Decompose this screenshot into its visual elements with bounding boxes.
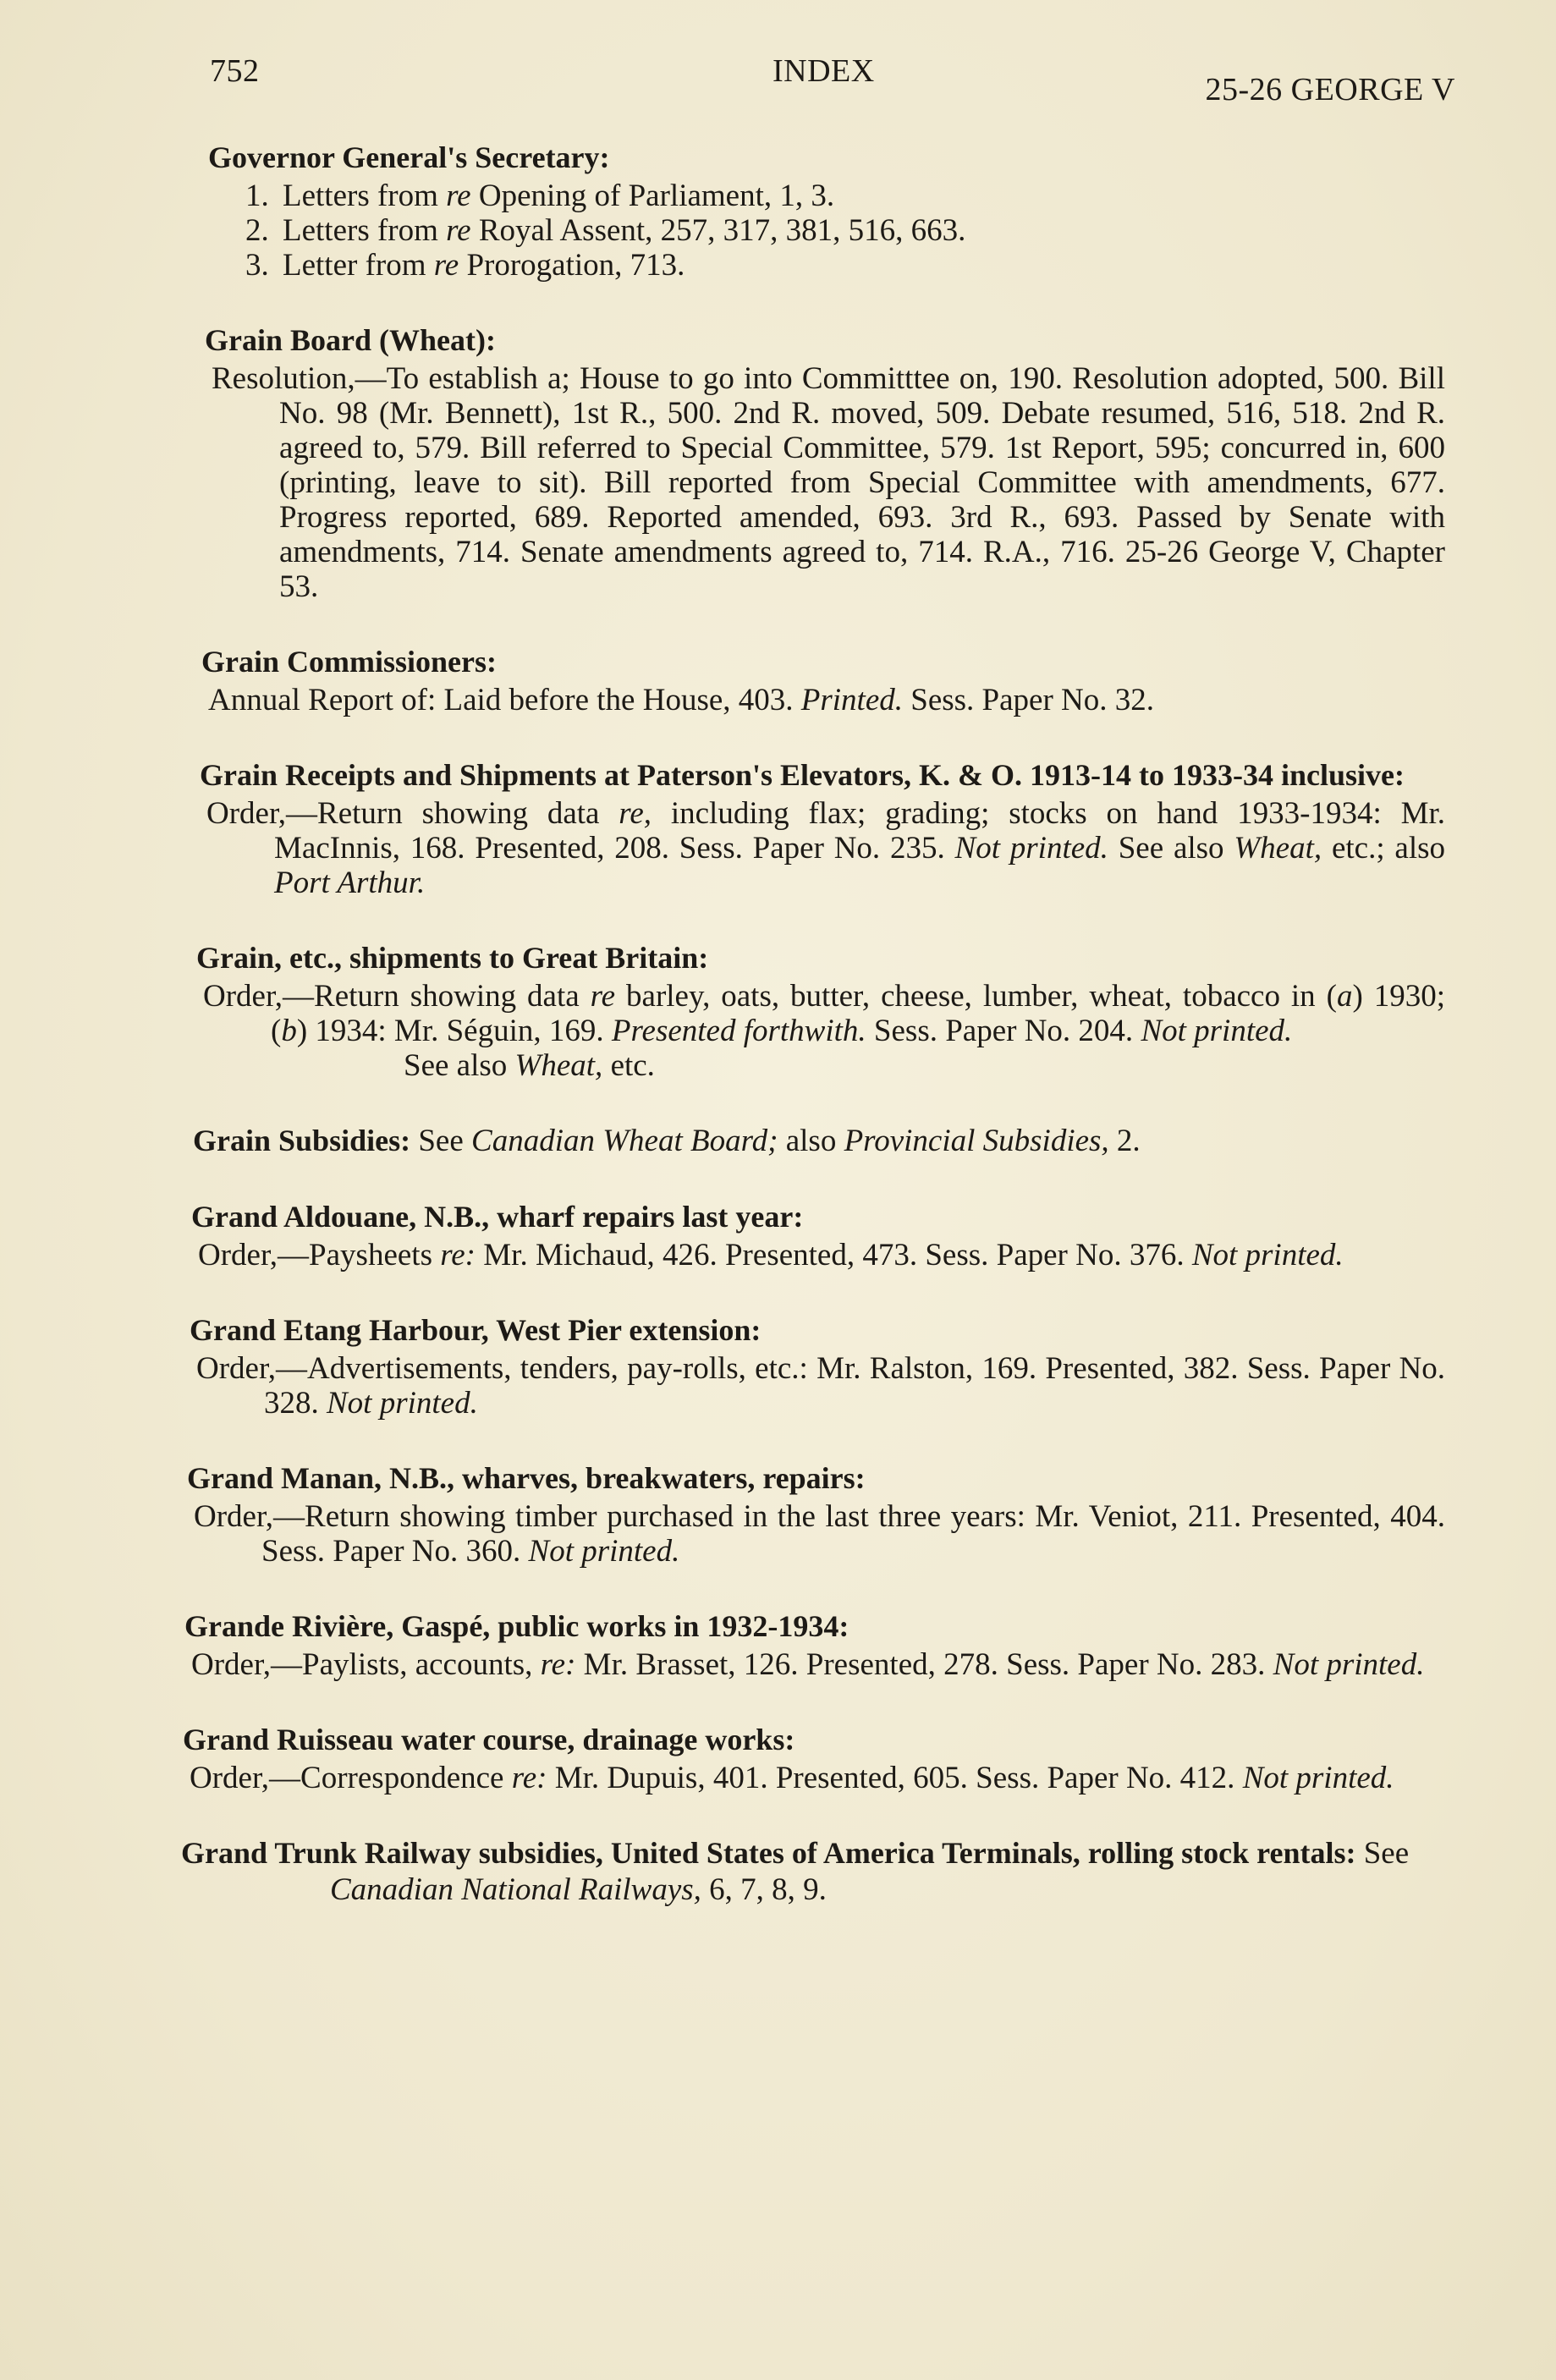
text-run: Order,—Return showing data <box>206 796 619 831</box>
item-text: Prorogation, 713. <box>459 248 685 283</box>
entry-text <box>184 1647 1445 1682</box>
item-italic: re <box>446 179 471 213</box>
text-run: Order,—Paysheets <box>198 1238 441 1272</box>
heading-text: Grand Trunk Railway subsidies, United States of America Terminals, rolling stock rentals: <box>181 1836 1356 1870</box>
index-entry <box>200 757 1445 900</box>
text-run: See <box>1355 1836 1410 1871</box>
item-text: Letters from <box>283 179 447 213</box>
heading-text: Grain Subsidies: <box>193 1124 411 1157</box>
item-text: Letter from <box>283 248 434 283</box>
entry-text <box>190 1351 1445 1421</box>
index-entries <box>181 140 1446 1948</box>
item-text: Opening of Parliament, 1, 3. <box>470 179 835 213</box>
entry-heading: Grand Ruisseau water course, drainage works: <box>183 1723 795 1756</box>
italic-run: re <box>590 979 616 1014</box>
italic-run: Wheat, <box>514 1048 603 1083</box>
text-run: Sess. Paper No. 32. <box>903 683 1155 717</box>
text-run: Sess. Paper No. 204. <box>866 1014 1141 1048</box>
item-number: 1. <box>245 179 269 213</box>
text-run: Order,—Return showing timber purchased in the last three years: Mr. Veniot, 211. Presented, 404. Sess. Paper No. 360. <box>194 1499 1445 1569</box>
text-run: Order,—Advertisements, tenders, pay-rolls, etc.: Mr. Ralston, 169. Presented, 382. Sess. Paper No. 328. <box>196 1351 1445 1421</box>
italic-run: Wheat, <box>1234 831 1322 866</box>
text-run: etc. <box>602 1048 655 1083</box>
italic-run: Not printed. <box>1191 1238 1344 1272</box>
list-item <box>208 248 1445 283</box>
entry-heading: Grand Etang Harbour, West Pier extension: <box>190 1313 762 1347</box>
index-entry <box>184 1608 1445 1682</box>
index-entry <box>187 1460 1445 1569</box>
entry-text: Resolution,—To establish a; House to go into Committtee on, 190. Resolution adopted, 500. Bill No. 98 (Mr. Bennett), 1st R., 500. 2nd R. moved, 509. Debate resumed, 516, 518. 2nd R. agreed to, 579. Bill referred to Special Committee, 579. 1st Report, 595; concurred in, 600 (printing, leave to sit). Bill reported from Special Committee with amendments, 677. Progress reported, 689. Reported amended, 693. 3rd R., 693. Passed by Senate with amendments, 714. Senate amendments agreed to, 714. R.A., 716. 25-26 George V, Chapter 53. <box>212 361 1445 604</box>
entry-body <box>201 683 1445 717</box>
index-entry <box>193 1123 1445 1159</box>
entry-heading: Grain Receipts and Shipments at Paterson's Elevators, K. & O. 1913-14 to 1933-34 inclusive: <box>200 758 1405 792</box>
italic-run: re: <box>540 1647 576 1682</box>
italic-run: re: <box>440 1238 476 1272</box>
italic-run: Not printed. <box>1273 1647 1425 1682</box>
index-entry <box>208 140 1445 283</box>
index-entry <box>191 1199 1445 1272</box>
entry-text <box>200 796 1445 900</box>
text-run: Order,—Return showing data <box>203 979 591 1014</box>
entry-text <box>187 1499 1445 1569</box>
entry-body <box>191 1238 1445 1272</box>
entry-body <box>205 361 1445 604</box>
see-also-line <box>196 1048 1445 1083</box>
item-text: Royal Assent, 257, 317, 381, 516, 663. <box>470 213 966 248</box>
italic-run: Not printed. <box>528 1534 680 1569</box>
text-run: barley, oats, butter, cheese, lumber, wheat, tobacco in ( <box>615 979 1337 1014</box>
entry-heading: Grand Aldouane, N.B., wharf repairs last year: <box>191 1200 804 1234</box>
text-run: including flax; grading; stocks on hand 1933-1934: Mr. MacInnis, 168. Presented, 208. Sess. Paper No. 235. <box>274 796 1446 866</box>
header-title: INDEX <box>773 53 875 89</box>
list-item <box>208 179 1445 213</box>
item-italic: re <box>433 248 459 283</box>
text-run: also <box>778 1124 844 1158</box>
entry-body <box>183 1761 1445 1795</box>
item-italic: re <box>446 213 471 248</box>
index-entry <box>183 1722 1445 1795</box>
text-run: ) 1930; ( <box>271 979 1445 1048</box>
index-entry <box>201 644 1445 717</box>
italic-run: Port Arthur. <box>274 866 426 900</box>
item-number: 2. <box>245 213 269 248</box>
italic-run: Provincial Subsidies, <box>844 1124 1109 1158</box>
italic-run: Not printed. <box>1141 1014 1293 1048</box>
index-entry <box>190 1312 1445 1421</box>
index-entry <box>196 940 1445 1083</box>
index-entry <box>181 1835 1445 1908</box>
entry-body <box>184 1647 1445 1682</box>
entry-text <box>196 979 1445 1048</box>
text-run: Order,—Paylists, accounts, <box>191 1647 541 1682</box>
text-run: See <box>410 1124 472 1158</box>
italic-run: Canadian Wheat Board; <box>471 1124 778 1158</box>
italic-run: Printed. <box>800 683 903 717</box>
italic-run: Not printed. <box>954 831 1108 866</box>
text-run: Annual Report of: Laid before the House, 403. <box>208 683 801 717</box>
text-run: Mr. Brasset, 126. Presented, 278. Sess. Paper No. 283. <box>575 1647 1273 1682</box>
entry-text <box>201 683 1445 717</box>
text-run: Order,—Correspondence <box>190 1761 512 1795</box>
text-run: See also <box>1108 831 1234 866</box>
page-header <box>210 52 1455 107</box>
italic-run: Canadian National Railways, <box>330 1872 701 1907</box>
text-run: See also <box>404 1048 515 1083</box>
entry-heading: Grande Rivière, Gaspé, public works in 1932-1934: <box>184 1609 849 1643</box>
italic-run: Not printed. <box>327 1386 478 1421</box>
italic-run: re, <box>619 796 652 831</box>
text-run: etc.; also <box>1322 831 1445 866</box>
text-run: 6, 7, 8, 9. <box>701 1872 827 1907</box>
entry-body <box>200 796 1445 900</box>
text-run: 2. <box>1108 1124 1141 1158</box>
entry-heading <box>193 1123 1445 1159</box>
page-number: 752 <box>210 53 260 89</box>
entry-text <box>191 1238 1445 1272</box>
italic-run: Not printed. <box>1242 1761 1394 1795</box>
entry-heading: Grain Board (Wheat): <box>205 323 496 357</box>
entry-heading: Grand Manan, N.B., wharves, breakwaters, repairs: <box>187 1461 866 1495</box>
index-entry <box>205 322 1445 604</box>
entry-body <box>187 1499 1445 1569</box>
italic-run: re: <box>511 1761 547 1795</box>
italic-run: b <box>281 1014 297 1048</box>
list-item <box>208 213 1445 248</box>
entry-heading <box>181 1835 1445 1908</box>
text-run: Mr. Dupuis, 401. Presented, 605. Sess. Paper No. 412. <box>547 1761 1243 1795</box>
entry-list <box>208 179 1445 283</box>
entry-heading: Grain, etc., shipments to Great Britain: <box>196 941 709 975</box>
heading-ref <box>410 1124 1141 1158</box>
text-run: Mr. Michaud, 426. Presented, 473. Sess. Paper No. 376. <box>476 1238 1192 1272</box>
text-run: ) 1934: Mr. Séguin, 169. <box>296 1014 612 1048</box>
italic-run: a <box>1336 979 1353 1014</box>
entry-heading: Governor General's Secretary: <box>208 140 610 174</box>
item-text: Letters from <box>283 213 447 248</box>
entry-heading: Grain Commissioners: <box>201 645 497 679</box>
item-number: 3. <box>245 248 269 283</box>
header-session: 25-26 GEORGE V <box>1205 72 1455 107</box>
entry-body <box>196 979 1445 1083</box>
entry-text <box>183 1761 1445 1795</box>
entry-body <box>190 1351 1445 1421</box>
italic-run: Presented forthwith. <box>611 1014 866 1048</box>
